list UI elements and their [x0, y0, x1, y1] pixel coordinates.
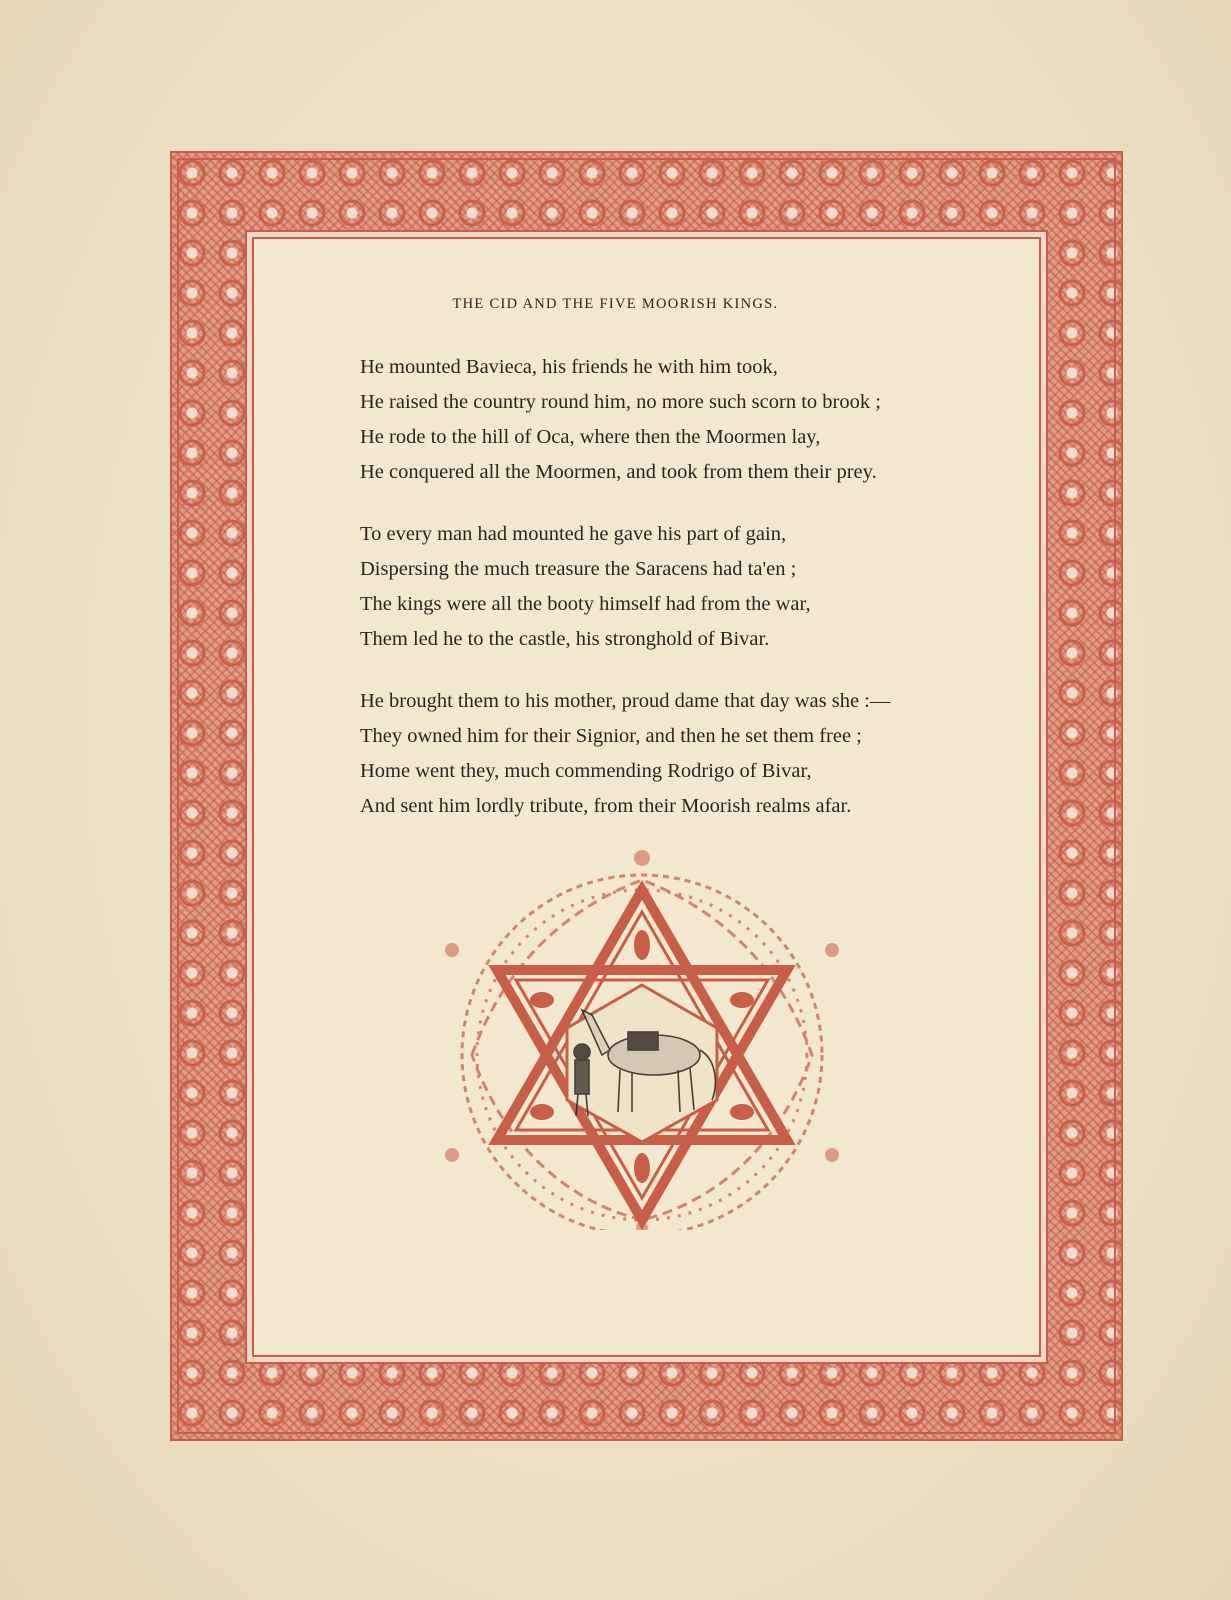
poem-line: To every man had mounted he gave his part of gain, [360, 523, 787, 545]
stanza-3 [360, 684, 980, 824]
poem-line: And sent him lordly tribute, from their Moorish realms afar. [360, 795, 852, 817]
poem-line: He rode to the hill of Oca, where then the Moormen lay, [360, 426, 821, 448]
poem-line: Home went they, much commending Rodrigo of Bivar, [360, 760, 812, 782]
poem [360, 350, 980, 851]
stanza-1 [360, 350, 980, 490]
poem-line: They owned him for their Signior, and then he set them free ; [360, 725, 862, 747]
star-of-david-horse-illustration-icon [432, 850, 852, 1230]
poem-line: Dispersing the much treasure the Saracens had ta'en ; [360, 558, 797, 580]
poem-line: Them led he to the castle, his stronghold of Bivar. [360, 628, 770, 650]
running-header: THE CID AND THE FIVE MOORISH KINGS. [452, 296, 779, 312]
poem-line: He conquered all the Moormen, and took from them their prey. [360, 461, 877, 483]
poem-line: He raised the country round him, no more such scorn to brook ; [360, 391, 881, 413]
poem-line: He mounted Bavieca, his friends he with him took, [360, 356, 778, 378]
poem-line: The kings were all the booty himself had from the war, [360, 593, 811, 615]
poem-line: He brought them to his mother, proud dame that day was she :— [360, 690, 891, 712]
stanza-2 [360, 517, 980, 657]
